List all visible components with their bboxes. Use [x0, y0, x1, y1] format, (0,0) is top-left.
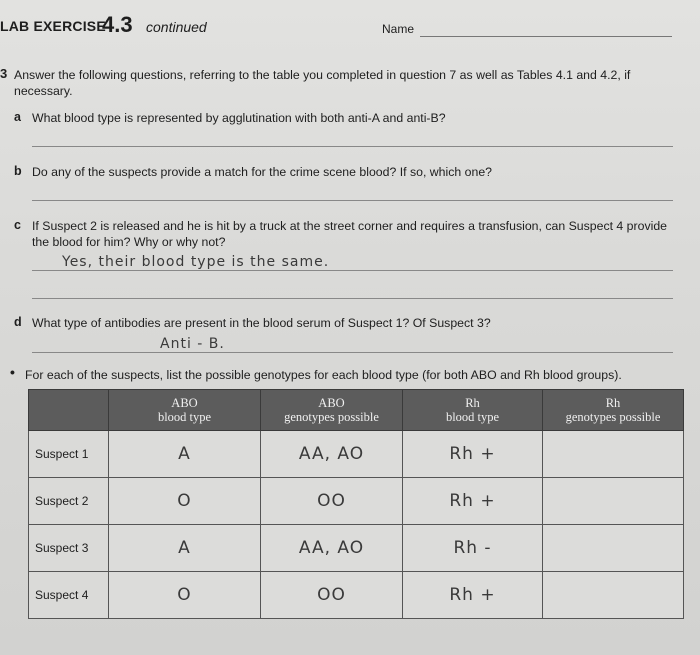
cell-abo-geno[interactable]: AA, AO	[261, 525, 403, 572]
cell-rh-type[interactable]: Rh +	[403, 572, 543, 619]
row-label: Suspect 1	[29, 431, 109, 478]
part-d-letter: d	[14, 315, 22, 329]
part-e-question: For each of the suspects, list the possible genotypes for each blood type (for both ABO and Rh blood groups).	[25, 368, 622, 382]
table-row	[29, 525, 684, 572]
part-b-question: Do any of the suspects provide a match for the crime scene blood? If so, which one?	[32, 165, 493, 179]
cell-abo-type[interactable]: A	[109, 431, 261, 478]
exercise-number: 4.3	[102, 12, 133, 37]
question-number: 3	[0, 66, 8, 81]
cell-abo-geno[interactable]: AA, AO	[261, 431, 403, 478]
cell-rh-geno[interactable]	[543, 525, 684, 572]
cell-abo-geno[interactable]: OO	[261, 478, 403, 525]
cell-abo-type[interactable]: O	[109, 478, 261, 525]
header-abo-blood-type	[109, 390, 261, 431]
part-d-handwritten-answer: Anti - B.	[160, 336, 225, 352]
part-c-handwritten-answer: Yes, their blood type is the same.	[62, 254, 330, 270]
name-label: Name	[382, 22, 415, 36]
table-header-row	[29, 390, 684, 431]
row-label: Suspect 4	[29, 572, 109, 619]
cell-rh-geno[interactable]	[543, 572, 684, 619]
cell-rh-geno[interactable]	[543, 431, 684, 478]
cell-abo-type[interactable]: O	[109, 572, 261, 619]
part-a-question: What blood type is represented by agglutination with both anti-A and anti-B?	[32, 111, 446, 125]
cell-rh-type[interactable]: Rh +	[403, 478, 543, 525]
header-rh-genotypes	[543, 390, 684, 431]
exercise-title: LAB EXERCISE	[0, 18, 106, 34]
row-label: Suspect 3	[29, 525, 109, 572]
row-label: Suspect 2	[29, 478, 109, 525]
part-a-letter: a	[14, 110, 21, 124]
cell-abo-geno[interactable]: OO	[261, 572, 403, 619]
part-d-answer-line[interactable]	[32, 352, 673, 353]
part-b-answer-line[interactable]	[32, 200, 673, 201]
genotype-table	[28, 389, 684, 619]
table-row	[29, 431, 684, 478]
part-b-letter: b	[14, 164, 22, 178]
header-rh-blood-type	[403, 390, 543, 431]
part-c-letter: c	[14, 218, 21, 232]
cell-rh-geno[interactable]	[543, 478, 684, 525]
cell-abo-type[interactable]: A	[109, 525, 261, 572]
header-rh-type-label: Rh blood type	[445, 396, 500, 424]
cell-rh-type[interactable]: Rh -	[403, 525, 543, 572]
table-row	[29, 572, 684, 619]
header-abo-genotypes	[261, 390, 403, 431]
part-c-question: If Suspect 2 is released and he is hit by a truck at the street corner and requires a transfusion, can Suspect 4 provide the blood for him? Why or why not?	[32, 219, 668, 249]
table-row	[29, 478, 684, 525]
header-blank	[29, 390, 109, 431]
part-a-answer-line[interactable]	[32, 146, 673, 147]
question-text: Answer the following questions, referring to the table you completed in question 7 as well as Tables 4.1 and 4.2, if necessary.	[14, 68, 631, 98]
part-c-answer-line-2[interactable]	[32, 298, 673, 299]
cell-rh-type[interactable]: Rh +	[403, 431, 543, 478]
continued-label: continued	[146, 19, 207, 35]
part-c-answer-line-1[interactable]	[32, 270, 673, 271]
name-field-line[interactable]	[420, 36, 672, 37]
part-d-question: What type of antibodies are present in the blood serum of Suspect 1? Of Suspect 3?	[32, 316, 491, 330]
part-e-bullet: •	[10, 364, 15, 380]
header-rh-geno-label: Rh genotypes possible	[565, 396, 661, 424]
header-abo-type-label: ABO blood type	[157, 396, 212, 424]
header-abo-geno-label: ABO genotypes possible	[284, 396, 379, 424]
